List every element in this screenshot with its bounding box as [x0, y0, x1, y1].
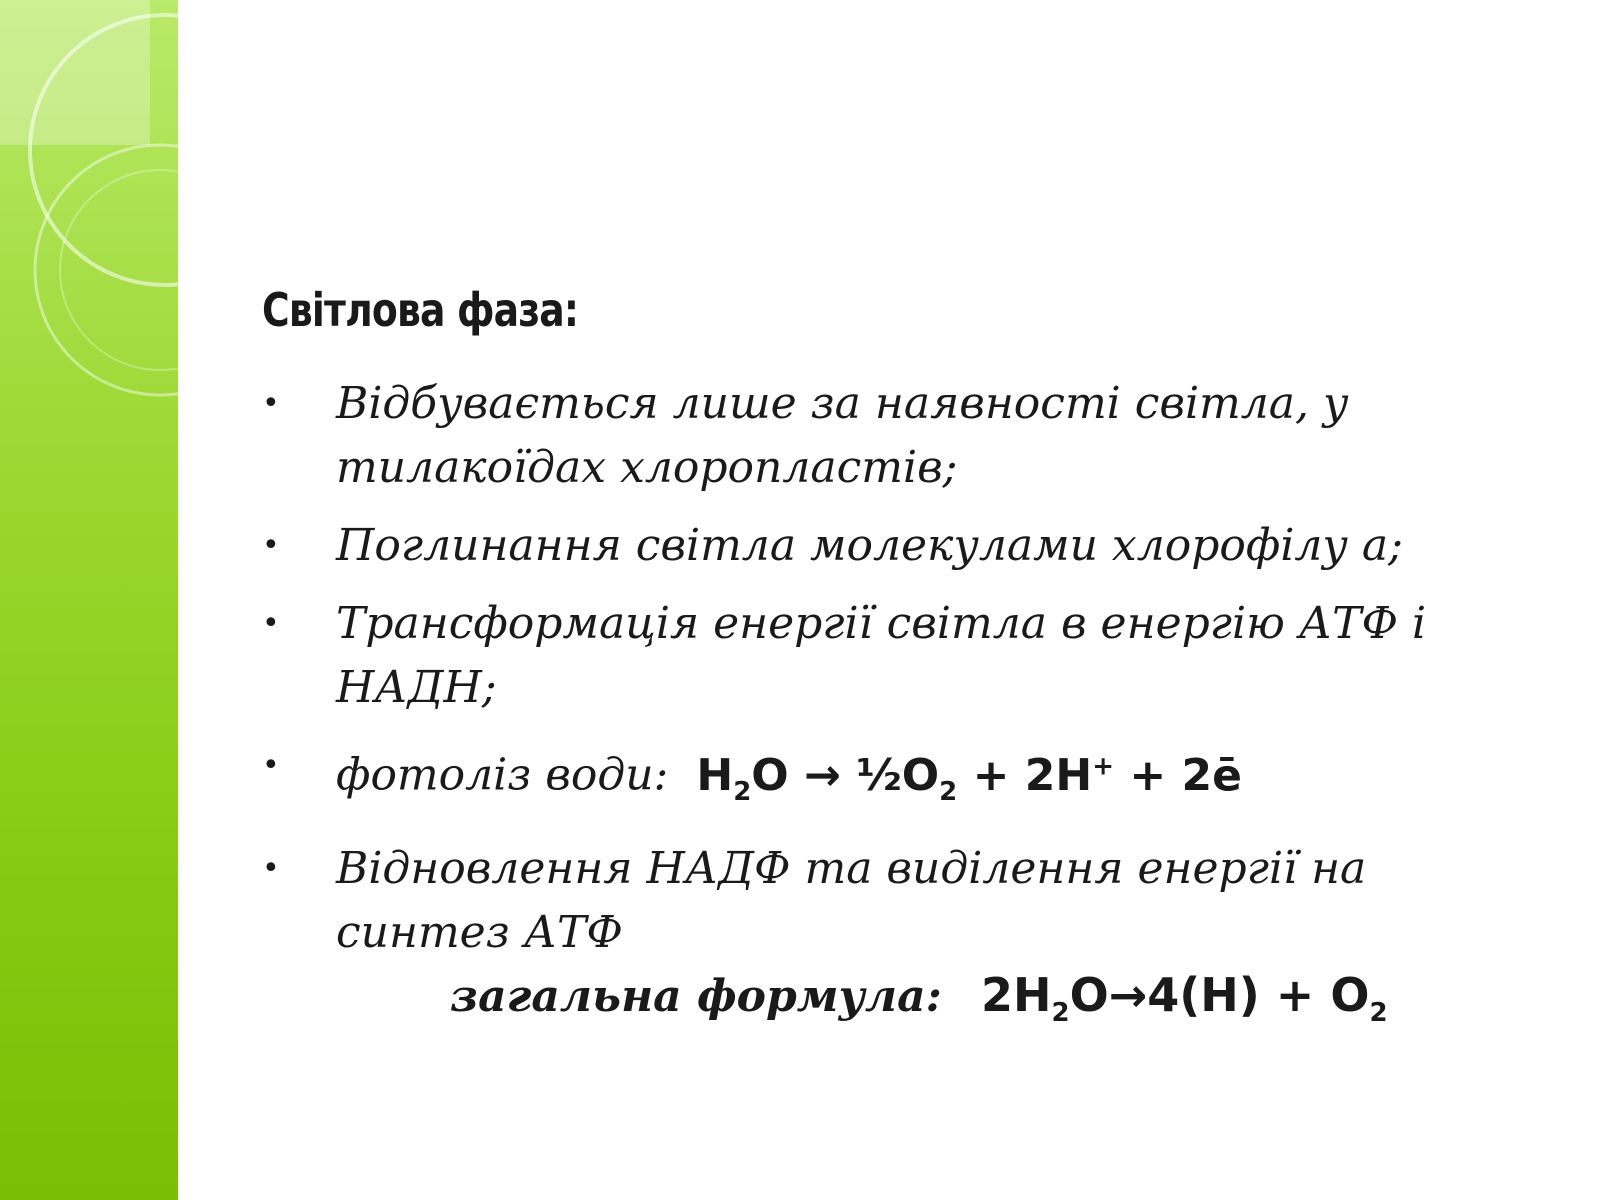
list-item: [262, 837, 1552, 965]
bullet-list: [262, 372, 1552, 979]
formula-part: 2H: [980, 968, 1052, 1022]
formula-part: H: [696, 749, 734, 801]
bullet-icon: •: [262, 528, 280, 563]
bullet-icon: •: [262, 386, 280, 421]
slide-heading: Світлова фаза:: [262, 283, 579, 337]
summary-label: загальна формула:: [450, 971, 942, 1022]
formula-subscript: 2: [1051, 998, 1070, 1029]
bullet-text: Відбувається лише за наявності світла, у тилакоїдах хлоропластів;: [336, 378, 1349, 493]
list-item: [262, 514, 1552, 578]
bullet-icon: •: [262, 606, 280, 641]
formula-subscript: 2: [1369, 998, 1388, 1029]
list-item: [262, 372, 1552, 500]
list-item: [262, 734, 1552, 823]
formula-subscript: 2: [939, 776, 958, 807]
formula-part: + 2ē: [1114, 749, 1242, 801]
formula-subscript: 2: [733, 776, 752, 807]
formula-part: + 2H: [957, 749, 1093, 801]
formula-part: O → ½O: [751, 749, 940, 801]
formula-part: O→4(H) + O: [1069, 968, 1370, 1022]
bullet-icon: •: [262, 748, 280, 783]
slide-content: [262, 280, 1562, 1100]
summary-formula: [980, 968, 1388, 1029]
bullet-text: Відновлення НАДФ та виділення енергії на синтез АТФ: [336, 843, 1367, 959]
summary-formula-line: [450, 968, 1388, 1028]
bullet-text: Поглинання світла молекулами хлорофілу а;: [336, 520, 1403, 571]
bullet-icon: •: [262, 851, 280, 887]
list-item: [262, 592, 1552, 720]
photolysis-formula: [696, 749, 1242, 807]
bullet-text: фотоліз води:: [336, 749, 669, 801]
decorative-circles-icon: [0, 0, 178, 1200]
decorative-sidebar: [0, 0, 178, 1200]
bullet-text: Трансформація енергії світла в енергію АТФ і НАДН;: [336, 598, 1427, 713]
formula-superscript: +: [1092, 751, 1114, 781]
